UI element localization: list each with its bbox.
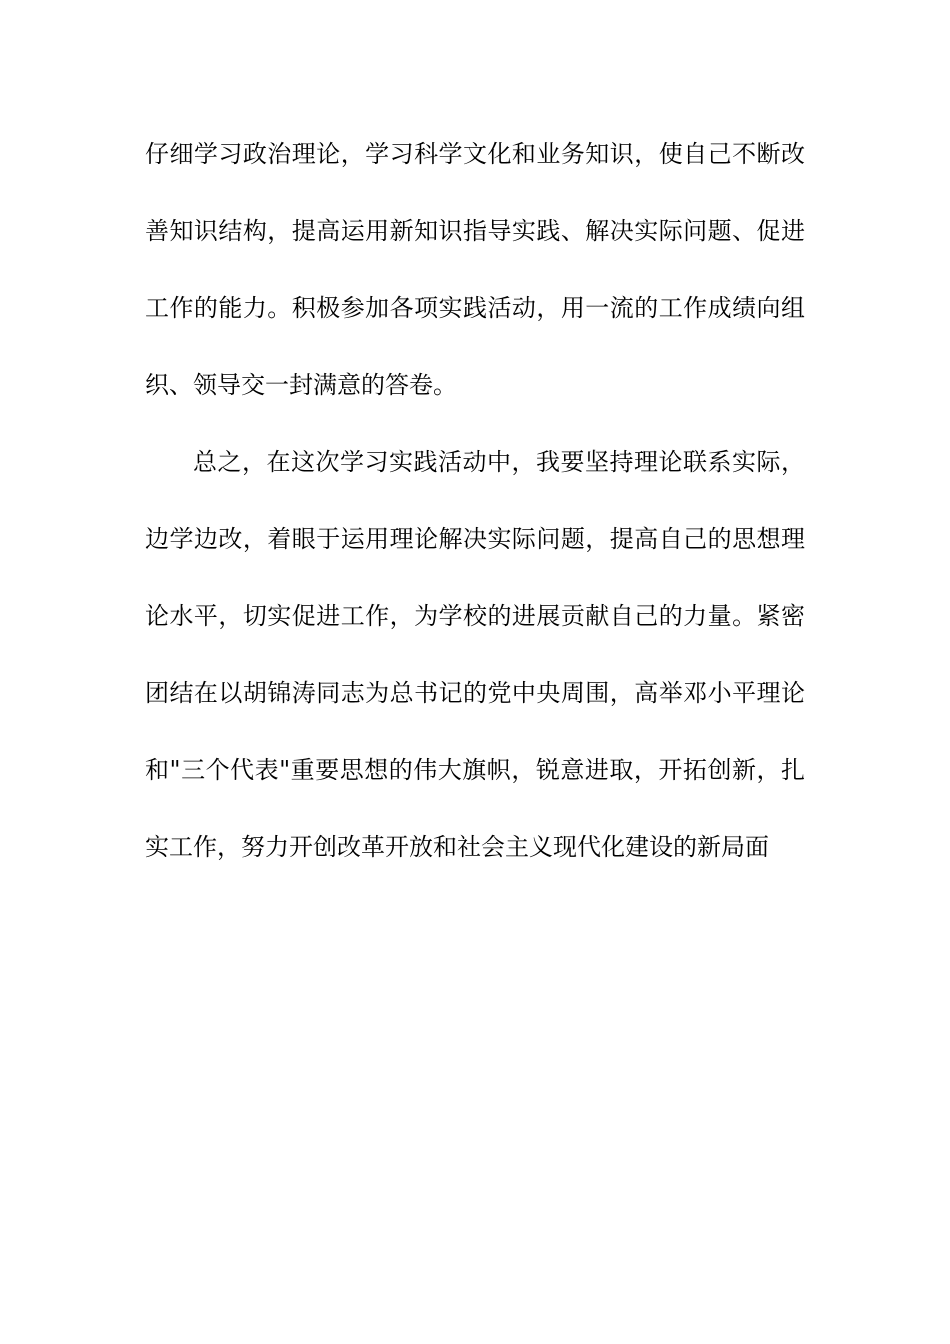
text-line: 工作的能力。积极参加各项实践活动，用一流的工作成绩向组 xyxy=(145,294,805,322)
text-line: 实工作，努力开创改革开放和社会主义现代化建设的新局面 xyxy=(145,833,769,861)
document-body xyxy=(145,128,805,898)
paragraph-start-line: 总之，在这次学习实践活动中，我要坚持理论联系实际， xyxy=(193,448,805,476)
text-line: 边学边改，着眼于运用理论解决实际问题，提高自己的思想理 xyxy=(145,525,805,553)
text-line: 和"三个代表"重要思想的伟大旗帜，锐意进取，开拓创新，扎 xyxy=(145,756,805,784)
text-line: 织、领导交一封满意的答卷。 xyxy=(145,371,457,399)
text-line: 仔细学习政治理论，学习科学文化和业务知识，使自己不断改 xyxy=(145,140,805,168)
text-line: 团结在以胡锦涛同志为总书记的党中央周围，高举邓小平理论 xyxy=(145,679,805,707)
text-line: 论水平，切实促进工作，为学校的进展贡献自己的力量。紧密 xyxy=(145,602,805,630)
text-line: 善知识结构，提高运用新知识指导实践、解决实际问题、促进 xyxy=(145,217,805,245)
